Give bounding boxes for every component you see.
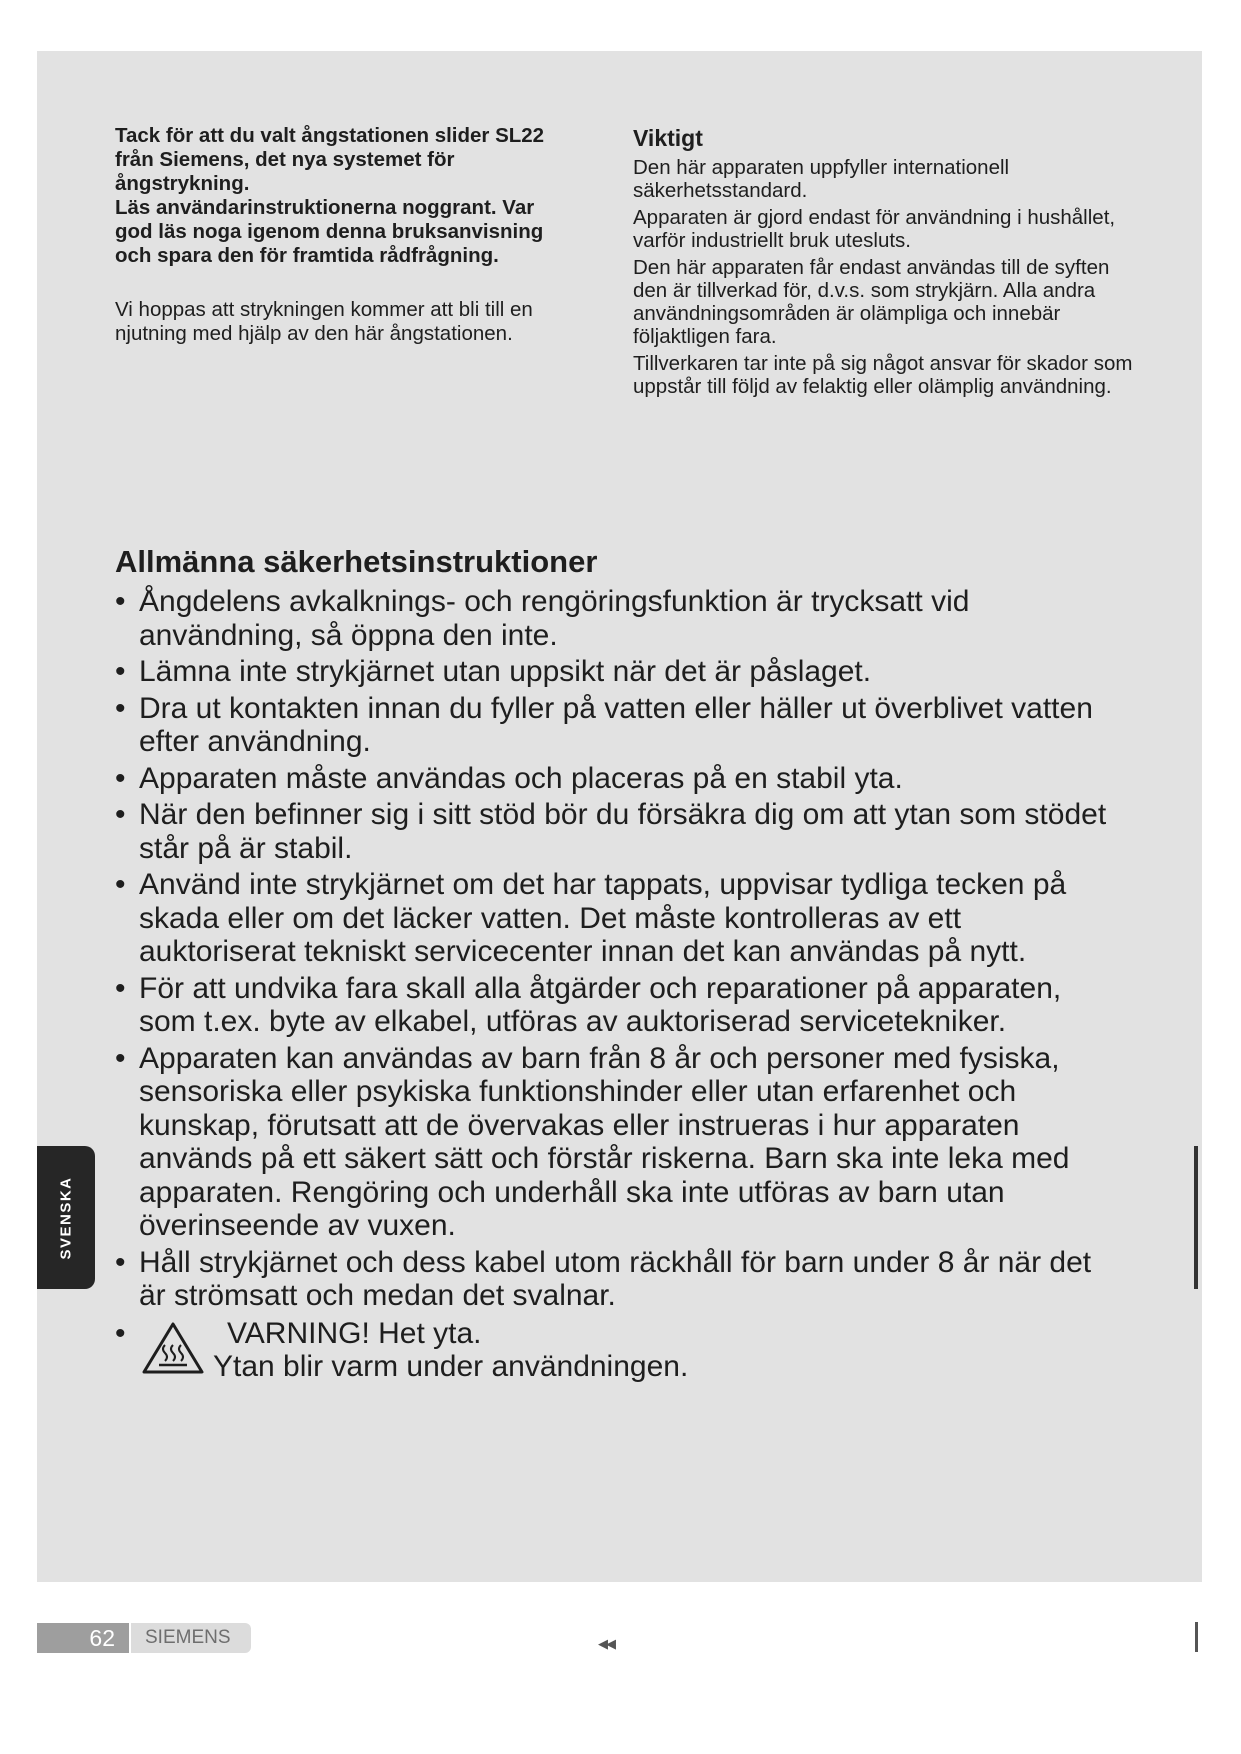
- important-block: [633, 124, 1133, 402]
- important-title: Viktigt: [633, 125, 703, 151]
- brand-label: SIEMENS: [131, 1623, 251, 1653]
- back-arrows-icon: ◀◀: [598, 1636, 614, 1651]
- list-item: • Använd inte strykjärnet om det har tappats, uppvisar tydliga tecken på skada eller om det läcker vatten. Det måste kontrolleras av ett auktoriserat tekniskt servicecenter innan det kan användas på nytt.: [115, 868, 1067, 968]
- safety-title: Allmänna säkerhetsinstruktioner: [115, 544, 598, 579]
- language-label: SVENSKA: [57, 1175, 75, 1260]
- intro-plain-text: Vi hoppas att strykningen kommer att bli till en njutning med hjälp av den här ångstationen.: [115, 298, 533, 345]
- hot-surface-warning-icon: [141, 1321, 205, 1375]
- important-paragraph: Tillverkaren tar inte på sig något ansvar för skador som uppstår till följd av felaktig eller olämplig användning.: [633, 352, 1133, 398]
- intro-bold-text: Tack för att du valt ångstationen slider SL22 från Siemens, det nya systemet för ångstrykning. Läs användarinstruktionerna noggrant. Var god läs noga igenom denna bruksanvisning och spara den för framtida rådfrågning.: [115, 124, 545, 267]
- important-paragraph: Den här apparaten uppfyller internationell säkerhetsstandard.: [633, 156, 1010, 202]
- intro-block: [115, 124, 590, 346]
- list-item: • När den befinner sig i sitt stöd bör du försäkra dig om att ytan som stödet står på är stabil.: [115, 798, 1107, 865]
- warning-title: VARNING! Het yta.: [227, 1316, 482, 1350]
- safety-list: [115, 585, 1125, 1387]
- list-item: • Håll strykjärnet och dess kabel utom räckhåll för barn under 8 år när det är strömsatt och medan det svalnar.: [115, 1245, 1092, 1312]
- page-number: 62: [37, 1623, 129, 1653]
- warning-item: • VARNING! Het yta. Ytan blir varm under användningen.: [115, 1316, 689, 1383]
- list-item: • Lämna inte strykjärnet utan uppsikt när det är påslaget.: [115, 655, 872, 688]
- footer-edge-marker: [1195, 1622, 1198, 1652]
- important-paragraph: Den här apparaten får endast användas till de syften den är tillverkad för, d.v.s. som strykjärn. Alla andra användningsområden är olämpliga och innebär följaktligen fara.: [633, 256, 1110, 348]
- list-item: • Apparaten måste användas och placeras på en stabil yta.: [115, 761, 903, 795]
- language-tab: [37, 1146, 95, 1289]
- list-item: • Dra ut kontakten innan du fyller på vatten eller häller ut överblivet vatten efter användning.: [115, 691, 1093, 758]
- right-edge-marker: [1194, 1146, 1198, 1289]
- list-item: • Ångdelens avkalknings- och rengöringsfunktion är trycksatt vid användning, så öppna den inte.: [115, 585, 970, 652]
- list-item: • För att undvika fara skall alla åtgärder och reparationer på apparaten, som t.ex. byte av elkabel, utföras av auktoriserad servicetekniker.: [115, 971, 1062, 1038]
- important-paragraph: Apparaten är gjord endast för användning i hushållet, varför industriellt bruk utesluts.: [633, 206, 1116, 252]
- list-item: • Apparaten kan användas av barn från 8 år och personer med fysiska, sensoriska eller psykiska funktionshinder eller utan erfarenhet och kunskap, förutsatt att de övervakas eller instrueras i hur apparaten används på ett säkert sätt och förstår riskerna. Barn ska inte leka med apparaten. Rengöring och underhåll ska inte utföras av barn utan överinseende av vuxen.: [115, 1041, 1070, 1242]
- warning-text: Ytan blir varm under användningen.: [213, 1350, 689, 1383]
